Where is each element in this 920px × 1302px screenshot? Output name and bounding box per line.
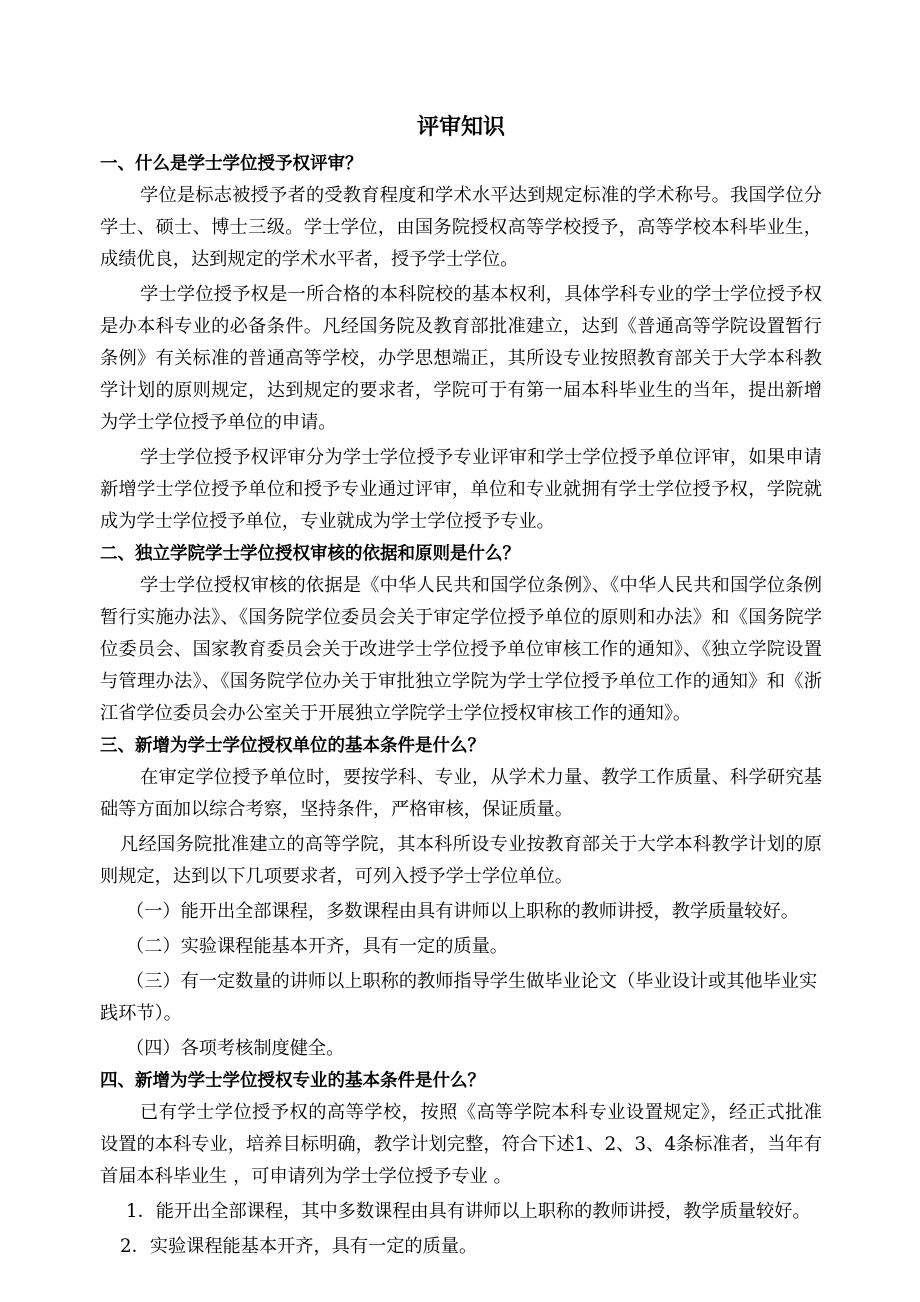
section-3-paragraph-1: 在审定学位授予单位时，要按学科、专业，从学术力量、教学工作质量、科学研究基础等方面加以综合考察，坚持条件，严格审核，保证质量。 [100, 767, 822, 820]
section-1-paragraph-3: 学士学位授予权评审分为学士学位授予专业评审和学士学位授予单位评审，如果申请新增学士学位授予单位和授予专业通过评审，单位和专业就拥有学士学位授予权，学院就成为学士学位授予单位，专业就成为学士学位授予专业。 [100, 447, 822, 532]
document-title: 评审知识 [416, 115, 505, 140]
section-3-paragraph-2: 凡经国务院批准建立的高等学院，其本科所设专业按教育部关于大学本科教学计划的原则规定，达到以下几项要求者，可列入授予学士学位单位。 [100, 834, 822, 887]
section-heading-2: 二、独立学院学士学位授权审核的依据和原则是什么？ [100, 544, 520, 564]
section-heading-4: 四、新增为学士学位授权专业的基本条件是什么？ [100, 1071, 485, 1091]
section-4-list-item: 2．实验课程能基本开齐，具有一定的质量。 [120, 1236, 478, 1257]
section-4-paragraph-1: 已有学士学位授予权的高等学校，按照《高等学院本科专业设置规定》，经正式批准设置的本科专业，培养目标明确，教学计划完整，符合下述1、2、3、4条标准者，当年有首届本科毕业生 ，可申请列为学士学位授予专业 。 [100, 1102, 822, 1187]
section-heading-3: 三、新增为学士学位授权单位的基本条件是什么？ [100, 736, 485, 756]
section-2-paragraph-1: 学士学位授权审核的依据是《中华人民共和国学位条例》、《中华人民共和国学位条例暂行实施办法》、《国务院学位委员会关于审定学位授予单位的原则和办法》和《国务院学位委员会、国家教育委员会关于改进学士学位授予单位审核工作的通知》、《独立学院设置与管理办法》、《国务院学位办关于审批独立学院为学士学位授予单位工作的通知》和《浙江省学位委员会办公室关于开展独立学院学士学位授权审核工作的通知》。 [100, 575, 822, 724]
section-3-list-item: （四）各项考核制度健全。 [126, 1038, 345, 1059]
section-4-list-item: 1．能开出全部课程，其中多数课程由具有讲师以上职称的教师讲授，教学质量较好。 [126, 1201, 811, 1222]
section-3-list-item: （三）有一定数量的讲师以上职称的教师指导学生做毕业论文（毕业设计或其他毕业实践环节）。 [100, 971, 818, 1024]
section-heading-1: 一、什么是学士学位授予权评审？ [100, 154, 363, 174]
section-3-list-item: （一）能开出全部课程，多数课程由具有讲师以上职称的教师讲授，教学质量较好。 [126, 901, 799, 922]
section-1-paragraph-1: 学位是标志被授予者的受教育程度和学术水平达到规定标准的学术称号。我国学位分学士、硕士、博士三级。学士学位，由国务院授权高等学校授予，高等学校本科毕业生，成绩优良，达到规定的学术水平者，授予学士学位。 [100, 185, 822, 270]
section-3-list-item: （二）实验课程能基本开齐，具有一定的质量。 [126, 936, 508, 957]
document-page [100, 108, 822, 1263]
section-1-paragraph-2: 学士学位授予权是一所合格的本科院校的基本权利，具体学科专业的学士学位授予权是办本科专业的必备条件。凡经国务院及教育部批准建立，达到《普通高等学院设置暂行条例》有关标准的普通高等学校，办学思想端正，其所设专业按照教育部关于大学本科教学计划的原则规定，达到规定的要求者，学院可于有第一届本科毕业生的当年，提出新增为学士学位授予单位的申请。 [100, 284, 822, 433]
